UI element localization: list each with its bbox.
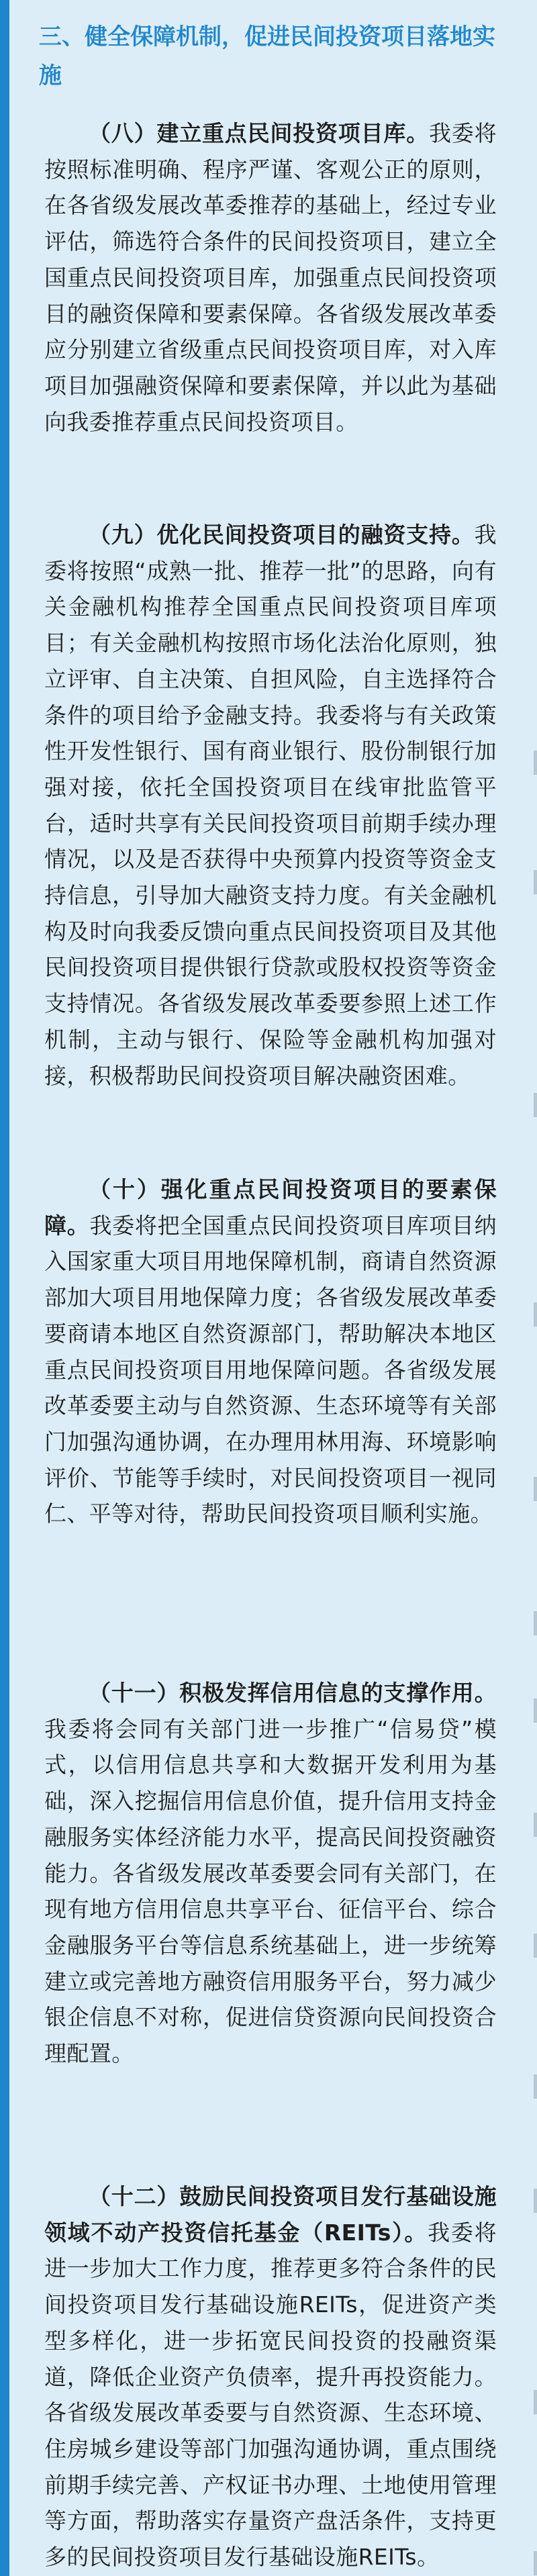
section-title: 三、健全保障机制，促进民间投资项目落地实施 (39, 23, 495, 89)
paragraph-heading: （十二）鼓励民间投资项目发行基础设施领域不动产投资信托基金（REITs）。 (44, 2183, 497, 2246)
paragraph-11 (44, 1675, 497, 2072)
paragraph-body: 我委将按照标准明确、程序严谨、客观公正的原则，在各省级发展改革委推荐的基础上，经过专业评估，筛选符合条件的民间投资项目，建立全国重点民间投资项目库，加强重点民间投资项目的融资保障和要素保障。各省级发展改革委应分别建立省级重点民间投资项目库，对入库项目加强融资保障和要素保障，并以此为基础向我委推荐重点民间投资项目。 (44, 120, 497, 435)
paragraph-heading: （九）优化民间投资项目的融资支持。 (89, 522, 475, 548)
paragraph-body: 我委将进一步加大工作力度，推荐更多符合条件的民间投资项目发行基础设施REITs，促进资产类型多样化，进一步拓宽民间投资的投融资渠道，降低企业资产负债率，提升再投资能力。各省级发展改革委要与自然资源、生态环境、住房城乡建设等部门加强沟通协调，重点围绕前期手续完善、产权证书办理、土地使用管理等方面，帮助落实存量资产盘活条件，支持更多的民间投资项目发行基础设施REITs。 (44, 2219, 497, 2571)
paragraph-heading: （八）建立重点民间投资项目库。 (89, 120, 429, 146)
paragraph-body: 我委将按照“成熟一批、推荐一批”的思路，向有关金融机构推荐全国重点民间投资项目库项目；有关金融机构按照市场化法治化原则，独立评审、自主决策、自担风险，自主选择符合条件的项目给予金融支持。我委将与有关政策性开发性银行、国有商业银行、股份制银行加强对接，依托全国投资项目在线审批监管平台，适时共享有关民间投资项目前期手续办理情况，以及是否获得中央预算内投资等资金支持信息，引导加大融资支持力度。有关金融机构及时向我委反馈向重点民间投资项目及其他民间投资项目提供银行贷款或股权投资等资金支持情况。各省级发展改革委要参照上述工作机制，主动与银行、保险等金融机构加强对接，积极帮助民间投资项目解决融资困难。 (44, 522, 497, 1089)
right-edge-marks (530, 0, 537, 2576)
paragraph-8 (44, 115, 497, 440)
paragraph-heading: （十一）积极发挥信用信息的支撑作用。 (89, 1680, 497, 1706)
paragraph-10 (44, 1172, 497, 1532)
paragraph-body: 我委将把全国重点民间投资项目库项目纳入国家重大项目用地保障机制，商请自然资源部加大项目用地保障力度；各省级发展改革委要商请本地区自然资源部门，帮助解决本地区重点民间投资项目用地保障问题。各省级发展改革委要主动与自然资源、生态环境等有关部门加强沟通协调，在办理用林用海、环境影响评价、节能等手续时，对民间投资项目一视同仁、平等对待，帮助民间投资项目顺利实施。 (44, 1212, 497, 1527)
paragraph-body: 我委将会同有关部门进一步推广“信易贷”模式，以信用信息共享和大数据开发利用为基础，深入挖掘信用信息价值，提升信用支持金融服务实体经济能力水平，提高民间投资融资能力。各省级发展改革委要会同有关部门，在现有地方信用信息共享平台、征信平台、综合金融服务平台等信息系统基础上，进一步统筹建立或完善地方融资信用服务平台，努力减少银企信息不对称，促进信贷资源向民间投资合理配置。 (44, 1715, 497, 2067)
paragraph-heading: （十）强化重点民间投资项目的要素保障。 (44, 1176, 497, 1239)
left-accent-stripe (0, 0, 9, 2576)
paragraph-12 (44, 2179, 497, 2575)
paragraph-9 (44, 517, 497, 1094)
